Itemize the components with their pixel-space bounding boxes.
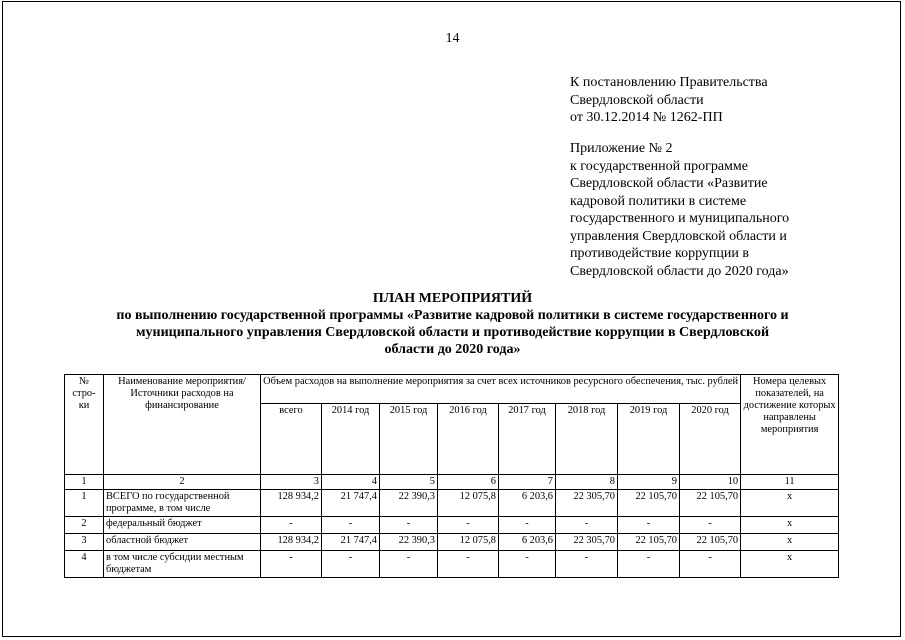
cell-value: 22 305,70: [556, 534, 618, 551]
cell-value: -: [499, 551, 556, 578]
appendix-line: противодействие коррупции в: [570, 246, 749, 261]
cell-value: -: [680, 517, 741, 534]
column-number: 9: [618, 475, 680, 490]
cell-value: 22 105,70: [618, 534, 680, 551]
plan-title-line: области до 2020 года»: [384, 342, 521, 357]
cell-value: -: [261, 551, 322, 578]
plan-title-heading: ПЛАН МЕРОПРИЯТИЙ: [372, 291, 533, 306]
cell-value: 128 934,2: [261, 534, 322, 551]
header-year: 2017 год: [499, 404, 556, 475]
header-year: всего: [261, 404, 322, 475]
table-row: [65, 490, 839, 517]
cell-value: 22 305,70: [556, 490, 618, 517]
header-year: 2020 год: [680, 404, 741, 475]
header-year: 2016 год: [438, 404, 499, 475]
cell-value: 6 203,6: [499, 490, 556, 517]
cell-value: 21 747,4: [322, 534, 380, 551]
column-number: 3: [261, 475, 322, 490]
cell-target: х: [741, 490, 839, 517]
cell-value: -: [556, 517, 618, 534]
cell-value: 22 390,3: [380, 534, 438, 551]
cell-target: х: [741, 534, 839, 551]
cell-value: 22 105,70: [680, 534, 741, 551]
row-number: 4: [65, 551, 104, 578]
header-targets: Номера целевых показателей, на достижение которых направлены мероприятия: [741, 375, 839, 475]
cell-value: -: [618, 551, 680, 578]
column-number: 2: [104, 475, 261, 490]
plan-title-line: муниципального управления Свердловской области и противодействие коррупции в Свердловской: [135, 325, 770, 340]
plan-title-line: по выполнению государственной программы «Развитие кадровой политики в системе государственного и: [116, 308, 789, 323]
column-number: 10: [680, 475, 741, 490]
row-name: областной бюджет: [104, 534, 261, 551]
column-number: 8: [556, 475, 618, 490]
cell-value: 12 075,8: [438, 534, 499, 551]
row-number: 2: [65, 517, 104, 534]
header-year: 2015 год: [380, 404, 438, 475]
header-volume: Объем расходов на выполнение мероприятия за счет всех источников ресурсного обеспечения, тыс. рублей: [261, 375, 741, 404]
cell-value: -: [322, 551, 380, 578]
column-number: 11: [741, 475, 839, 490]
appendix-line: Приложение № 2: [570, 141, 673, 156]
header-name: Наименование мероприятия/Источники расходов на финансирование: [104, 375, 261, 475]
cell-value: -: [438, 517, 499, 534]
header-year: 2018 год: [556, 404, 618, 475]
column-number: 7: [499, 475, 556, 490]
cell-value: -: [322, 517, 380, 534]
cell-value: 22 390,3: [380, 490, 438, 517]
cell-value: -: [680, 551, 741, 578]
appendix-line: Свердловской области «Развитие: [570, 176, 768, 191]
row-name: федеральный бюджет: [104, 517, 261, 534]
cell-value: -: [618, 517, 680, 534]
cell-value: 22 105,70: [618, 490, 680, 517]
column-number: 1: [65, 475, 104, 490]
cell-value: -: [556, 551, 618, 578]
plan-title: [0, 290, 905, 358]
column-number: 6: [438, 475, 499, 490]
appendix-line: Свердловской области до 2020 года»: [570, 263, 789, 279]
approval-block: [570, 74, 768, 127]
table-row: [65, 517, 839, 534]
cell-value: -: [438, 551, 499, 578]
row-name: ВСЕГО по государственной программе, в том числе: [104, 490, 261, 517]
cell-value: 21 747,4: [322, 490, 380, 517]
row-number: 1: [65, 490, 104, 517]
appendix-line: к государственной программе: [570, 158, 748, 174]
page-number: 14: [445, 31, 460, 46]
column-number: 5: [380, 475, 438, 490]
row-name: в том числе субсидии местным бюджетам: [104, 551, 261, 578]
header-year: 2014 год: [322, 404, 380, 475]
cell-value: -: [380, 551, 438, 578]
cell-value: -: [261, 517, 322, 534]
row-number: 3: [65, 534, 104, 551]
appendix-line: государственного и муниципального: [570, 211, 790, 226]
cell-value: 12 075,8: [438, 490, 499, 517]
table-row: [65, 551, 839, 578]
approval-line: Свердловской области: [570, 92, 704, 108]
cell-target: х: [741, 551, 839, 578]
column-number: 4: [322, 475, 380, 490]
cell-value: -: [499, 517, 556, 534]
appendix-line: кадровой политики в системе: [570, 193, 747, 209]
plan-table: [64, 374, 839, 578]
appendix-block: [570, 140, 789, 280]
cell-value: -: [380, 517, 438, 534]
approval-line: К постановлению Правительства: [570, 75, 768, 90]
header-row-number: № стро- ки: [65, 375, 104, 475]
column-numbers-row: [65, 475, 839, 490]
appendix-line: управления Свердловской области и: [570, 228, 787, 244]
cell-value: 6 203,6: [499, 534, 556, 551]
header-year: 2019 год: [618, 404, 680, 475]
table-row: [65, 534, 839, 551]
cell-target: х: [741, 517, 839, 534]
cell-value: 22 105,70: [680, 490, 741, 517]
approval-line: от 30.12.2014 № 1262-ПП: [570, 110, 723, 125]
table-header-row: [65, 375, 839, 404]
cell-value: 128 934,2: [261, 490, 322, 517]
